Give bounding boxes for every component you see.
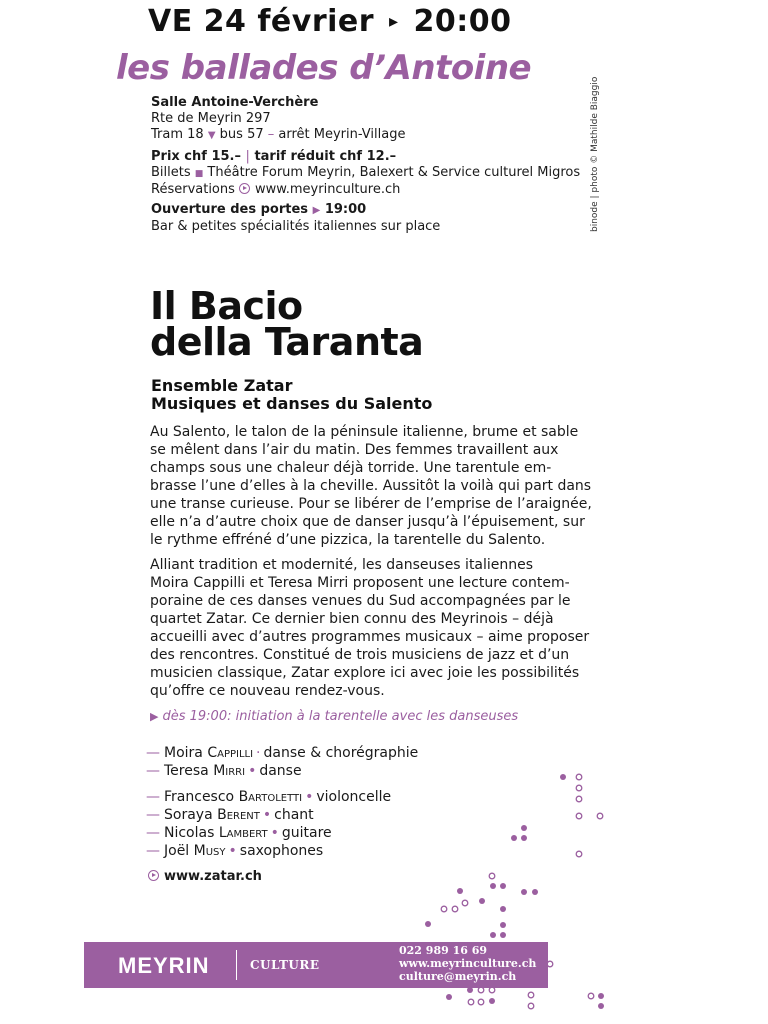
event-date-text: 24 février [203, 4, 375, 39]
divider [236, 950, 237, 980]
show-title: Il Bacio della Taranta [150, 284, 424, 364]
venue-transport: Tram 18 ▼ bus 57 – arrêt Meyrin-Village [151, 127, 406, 142]
dash-icon: – [267, 127, 275, 142]
arrow-icon: ▸ [389, 11, 399, 32]
series-title: les ballades d’Antoine [116, 48, 532, 88]
billets-line: Billets ■ Théâtre Forum Meyrin, Balexert & Service culturel Migros [151, 165, 581, 180]
performer-row: — Joël Musy • saxophones [146, 843, 324, 859]
performer-row: — Moira Cappilli · danse & chorégraphie [146, 745, 419, 761]
doors-line: Ouverture des portes ▶ 19:00 [151, 202, 367, 217]
website-link[interactable]: www.zatar.ch [148, 869, 262, 884]
footer-banner [84, 942, 548, 988]
bar-line: Bar & petites spécialités italiennes sur place [151, 219, 441, 234]
description-paragraph-2: Alliant tradition et modernité, les danseuses italiennes Moira Cappilli et Teresa Mirri proposent une lecture contem- poraine de ces danses venues du Sud accompagnées par le quartet Zatar. Ce dernier bien connu des Meyrinois – déjà accueilli avec d’autres programmes musicaux – aime proposer des rencontres. Constitué de trois musiciens de jazz et d’un musicien classique, Zatar explore ici avec joie les possibilités qu’offre ce nouveau rendez-vous. [150, 557, 590, 699]
description-paragraph-1: Au Salento, le talon de la péninsule italienne, brume et sable se mêlent dans l’air du matin. Des femmes travaillent aux champs sous une chaleur déjà torride. Une tarentule em- brasse l’une d’elles à la cheville. Aussitôt la voilà qui part dans une transe curieuse. Pour se libérer de l’emprise de l’araignée, elle n’a d’autre choix que de danser jusqu’à l’épuisement, sur le rythme effréné d’une pizzica, la tarentelle du Salento. [150, 424, 592, 548]
initiation-note: ▶ dès 19:00: initiation à la tarentelle avec les danseuses [150, 709, 519, 724]
venue-name: Salle Antoine-Verchère [151, 95, 319, 110]
arrow-icon: ▶ [312, 205, 321, 216]
reservations-line: Réservations www.meyrinculture.ch [151, 182, 401, 197]
reservations-link[interactable]: www.meyrinculture.ch [255, 182, 401, 197]
price-line: Prix chf 15.– | tarif réduit chf 12.– [151, 149, 397, 164]
culture-label: CULTURE [250, 958, 320, 972]
square-bullet-icon: ■ [194, 169, 204, 179]
performer-row: — Francesco Bartoletti • violoncelle [146, 789, 392, 805]
event-time: 20:00 [413, 4, 512, 39]
contact-block [399, 944, 536, 983]
performer-row: — Teresa Mirri • danse [146, 763, 302, 779]
photo-credit: binode | photo © Mathilde Biaggio [590, 76, 600, 232]
web-link[interactable]: www.meyrinculture.ch [399, 957, 537, 970]
down-triangle-icon: ▼ [207, 130, 216, 141]
email-link[interactable]: culture@meyrin.ch [399, 970, 517, 983]
performer-row: — Nicolas Lambert • guitare [146, 825, 332, 841]
performer-row: — Soraya Berent • chant [146, 807, 314, 823]
pipe-separator: | [245, 149, 250, 164]
event-day: VE [148, 4, 193, 39]
arrow-icon: ▶ [150, 710, 159, 723]
phone: 022 989 16 69 [399, 944, 488, 957]
meyrin-logo: MEYRIN [118, 953, 210, 978]
venue-address: Rte de Meyrin 297 [151, 111, 271, 126]
show-subtitle: Ensemble Zatar Musiques et danses du Salento [151, 376, 433, 413]
